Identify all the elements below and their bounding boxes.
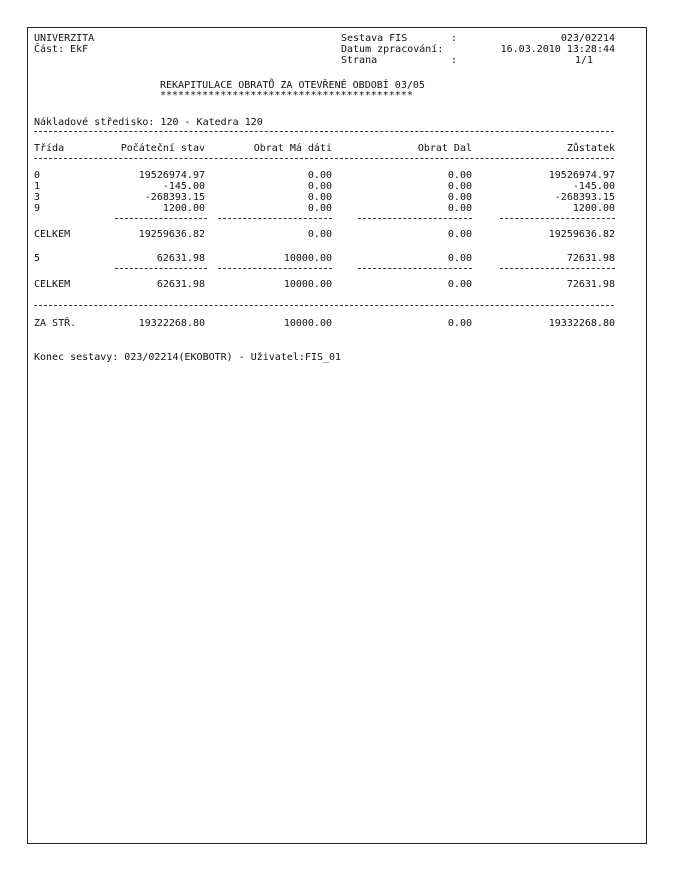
- cell-debit: 0.00: [307, 181, 332, 192]
- grand-total-credit: 0.00: [447, 318, 472, 329]
- cell-balance: 19526974.97: [548, 170, 615, 181]
- total-balance: 19259636.82: [548, 229, 615, 240]
- cell-class: 9: [34, 203, 41, 214]
- org-name: UNIVERZITA: [34, 33, 95, 44]
- subtotal-rule: [115, 268, 207, 269]
- cell-balance: -268393.15: [554, 192, 615, 203]
- subtotal-rule: [115, 218, 207, 219]
- page-number: 1/1: [574, 55, 593, 66]
- report-number: 023/02214: [560, 33, 615, 44]
- subtotal-rule: [218, 268, 332, 269]
- cell-credit: 0.00: [447, 170, 472, 181]
- cell-class: 0: [34, 170, 41, 181]
- cell-credit: 0.00: [447, 192, 472, 203]
- col-debit: Obrat Má dáti: [253, 143, 332, 154]
- total-credit: 0.00: [447, 279, 472, 290]
- cell-credit: 0.00: [447, 203, 472, 214]
- header-rule-bottom: [34, 158, 614, 159]
- total-debit: 0.00: [307, 229, 332, 240]
- subtotal-rule: [500, 218, 615, 219]
- cell-credit: 0.00: [447, 181, 472, 192]
- grand-total-balance: 19332268.80: [548, 318, 615, 329]
- cell-balance: -145.00: [572, 181, 615, 192]
- cost-center: Nákladové středisko: 120 - Katedra 120: [34, 117, 263, 128]
- header-rule-top: [34, 131, 614, 132]
- cell-opening: 1200.00: [162, 203, 205, 214]
- grand-total-label: ZA STŘ.: [34, 318, 77, 329]
- total-opening: 62631.98: [156, 279, 205, 290]
- cell-debit: 0.00: [307, 192, 332, 203]
- cell-opening: 62631.98: [156, 253, 205, 264]
- cell-opening: 19526974.97: [138, 170, 205, 181]
- cell-class: 5: [34, 253, 41, 264]
- total-balance: 72631.98: [566, 279, 615, 290]
- total-opening: 19259636.82: [138, 229, 205, 240]
- org-part: Část: EkF: [34, 44, 89, 55]
- total-label: CELKEM: [34, 229, 71, 240]
- cell-balance: 1200.00: [572, 203, 615, 214]
- subtotal-rule: [218, 218, 332, 219]
- col-class: Třída: [34, 143, 65, 154]
- page-sep: :: [451, 55, 458, 66]
- processed-date: 16.03.2010 13:28:44: [500, 44, 615, 55]
- cell-class: 1: [34, 181, 41, 192]
- grand-total-debit: 10000.00: [283, 318, 332, 329]
- page-label: Strana: [341, 55, 378, 66]
- grand-total-rule: [34, 305, 614, 306]
- col-opening: Počáteční stav: [120, 143, 205, 154]
- cell-credit: 0.00: [447, 253, 472, 264]
- col-credit: Obrat Dal: [417, 143, 472, 154]
- subtotal-rule: [358, 268, 472, 269]
- cell-debit: 0.00: [307, 203, 332, 214]
- cell-opening: -145.00: [162, 181, 205, 192]
- col-balance: Zůstatek: [566, 143, 615, 154]
- cell-debit: 0.00: [307, 170, 332, 181]
- grand-total-opening: 19322268.80: [138, 318, 205, 329]
- total-label: CELKEM: [34, 279, 71, 290]
- processed-label: Datum zpracování:: [341, 44, 444, 55]
- report-title: REKAPITULACE OBRATŮ ZA OTEVŘENÉ OBDOBÍ 03/05: [160, 80, 425, 91]
- cell-balance: 72631.98: [566, 253, 615, 264]
- cell-debit: 10000.00: [283, 253, 332, 264]
- report-label: Sestava FIS: [341, 33, 408, 44]
- report-end-note: Konec sestavy: 023/02214(EKOBOTR) - Uživatel:FIS_01: [34, 352, 342, 363]
- title-underline: ******************************************: [160, 90, 413, 101]
- cell-class: 3: [34, 192, 41, 203]
- subtotal-rule: [358, 218, 472, 219]
- report-sep: :: [451, 33, 458, 44]
- total-credit: 0.00: [447, 229, 472, 240]
- subtotal-rule: [500, 268, 615, 269]
- total-debit: 10000.00: [283, 279, 332, 290]
- cell-opening: -268393.15: [144, 192, 205, 203]
